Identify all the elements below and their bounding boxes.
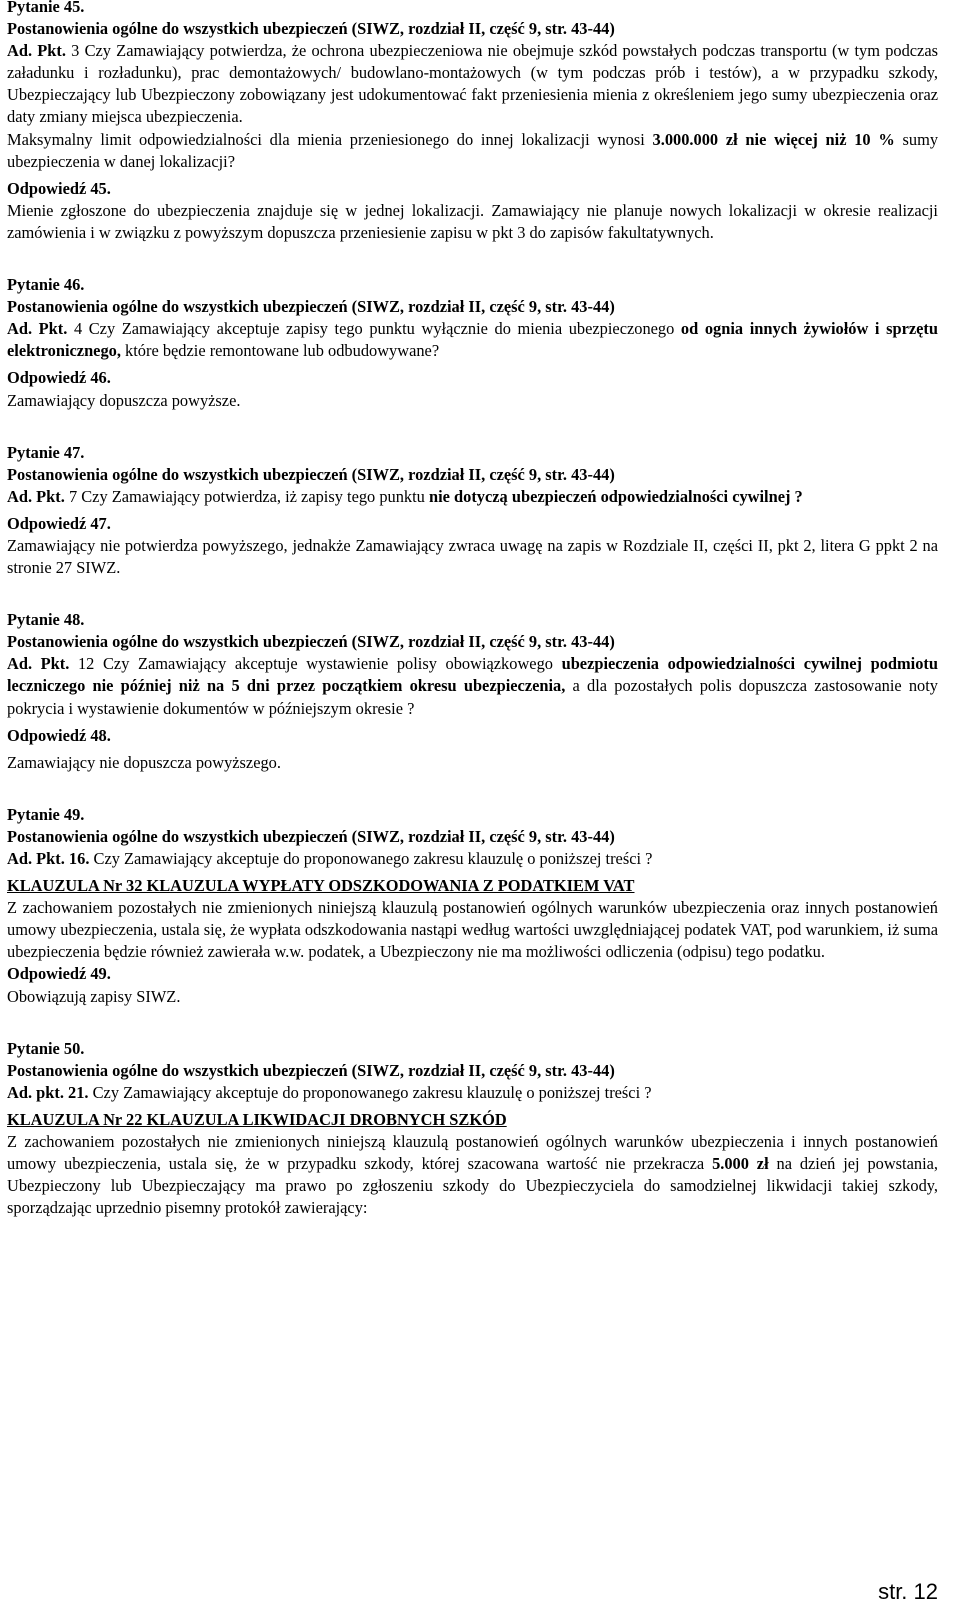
text-segment: sumy ubezpieczenia w danej lokalizacji?	[7, 129, 939, 171]
question-title: Pytanie 46.	[7, 275, 85, 295]
question-text	[7, 318, 938, 362]
ad-label: Ad. Pkt. 16.	[7, 849, 90, 868]
text-segment: a dla pozostałych polis dopuszcza zastosowanie noty pokrycia i wystawienie dokumentów w późniejszym okresie ?	[7, 676, 938, 718]
text-segment: 12 Czy Zamawiający akceptuje wystawienie polisy obowiązkowego	[77, 654, 562, 674]
text-segment: Z zachowaniem pozostałych nie zmienionych niniejszą klauzulą postanowień ogólnych warunków ubezpieczenia i innych postanowień umowy ubezpieczenia, ustala się, że w przypadku szkody, której szacowana wartość nie przekracza	[7, 1132, 938, 1174]
text-segment: które będzie remontowane lub odbudowywane?	[120, 341, 440, 361]
ad-label: Ad. Pkt.	[7, 654, 70, 674]
question-reference: Postanowienia ogólne do wszystkich ubezpieczeń (SIWZ, rozdział II, część 9, str. 43-44)	[7, 297, 615, 317]
question-reference: Postanowienia ogólne do wszystkich ubezpieczeń (SIWZ, rozdział II, część 9, str. 43-44)	[7, 1060, 615, 1080]
clause-title: KLAUZULA Nr 32 KLAUZULA WYPŁATY ODSZKODOWANIA Z PODATKIEM VAT	[7, 876, 635, 896]
ad-label: Ad. pkt. 21.	[7, 1082, 89, 1102]
question-body: Czy Zamawiający akceptuje do proponowanego zakresu klauzulę o poniższej treści ?	[88, 1082, 652, 1102]
clause-title: KLAUZULA Nr 22 KLAUZULA LIKWIDACJI DROBNYCH SZKÓD	[7, 1109, 507, 1129]
ad-label: Ad. Pkt.	[7, 41, 66, 61]
question-title: Pytanie 47.	[7, 442, 85, 462]
text-segment-bold: nie dotyczą ubezpieczeń odpowiedzialności cywilnej ?	[428, 486, 803, 506]
question-body: 3 Czy Zamawiający potwierdza, że ochrona ubezpieczeniowa nie obejmuje szkód powstałych podczas transportu (w tym podczas załadunku i rozładunku), prac demontażowych/ budowlano-montażowych (w tym podczas prób i testów), a w przypadku szkody, Ubezpieczający lub Ubezpieczony zobowiązany jest udokumentować fakt przeniesienia mienia z określeniem jego sumy ubezpieczenia oraz daty zmiany miejsca ubezpieczenia.	[7, 41, 938, 127]
answer-text: Mienie zgłoszone do ubezpieczenia znajduje się w jednej lokalizacji. Zamawiający nie planuje nowych lokalizacji w okresie realizacji zamówienia i w związku z powyższym dopuszcza przeniesienie zapisu w pkt 3 do zapisów fakultatywnych.	[7, 200, 938, 242]
question-46	[7, 274, 938, 412]
question-text	[7, 1082, 938, 1104]
question-title: Pytanie 45.	[7, 0, 85, 16]
question-reference: Postanowienia ogólne do wszystkich ubezpieczeń (SIWZ, rozdział II, część 9, str. 43-44)	[7, 826, 615, 846]
answer-title: Odpowiedź 45.	[7, 178, 111, 198]
text-segment-bold: od ognia innych żywiołów i sprzętu elektronicznego,	[7, 319, 938, 361]
question-47	[7, 442, 938, 580]
question-text-2	[7, 129, 938, 173]
question-body: Czy Zamawiający akceptuje do proponowanego zakresu klauzulę o poniższej treści ?	[89, 849, 653, 868]
answer-text: Obowiązują zapisy SIWZ.	[7, 986, 181, 1006]
clause-text	[7, 1131, 938, 1219]
question-text	[7, 848, 938, 870]
ad-label: Ad. Pkt.	[7, 486, 65, 506]
page-number: str. 12	[878, 1578, 938, 1604]
question-title: Pytanie 50.	[7, 1038, 85, 1058]
text-segment-bold: ubezpieczenia odpowiedzialności cywilnej podmiotu leczniczego nie później niż na 5 dni przez początkiem okresu ubezpieczenia,	[7, 654, 939, 696]
question-title: Pytanie 49.	[7, 804, 85, 824]
question-49	[7, 804, 938, 1008]
text-segment-bold: 3.000.000 zł nie więcej niż 10 %	[652, 129, 895, 149]
text-segment: 7 Czy Zamawiający potwierdza, iż zapisy tego punktu	[68, 486, 429, 506]
question-48	[7, 609, 938, 774]
answer-text: Zamawiający dopuszcza powyższe.	[7, 390, 241, 410]
text-segment-bold: 5.000 zł	[712, 1154, 769, 1174]
question-reference: Postanowienia ogólne do wszystkich ubezpieczeń (SIWZ, rozdział II, część 9, str. 43-44)	[7, 464, 615, 484]
question-text	[7, 653, 938, 719]
answer-title: Odpowiedź 47.	[7, 513, 111, 533]
answer-title: Odpowiedź 46.	[7, 368, 111, 388]
answer-text: Zamawiający nie potwierdza powyższego, jednakże Zamawiający zwraca uwagę na zapis w Rozdziale II, części II, pkt 2, litera G ppkt 2 na stronie 27 SIWZ.	[7, 535, 938, 578]
text-segment: na dzień jej powstania, Ubezpieczony lub Ubezpieczający ma prawo po zgłoszeniu szkody do Ubezpieczyciela do samodzielnej likwidacji takiej szkody, sporządzając uprzednio pisemny protokół zawierający:	[7, 1154, 939, 1218]
question-text	[7, 486, 938, 508]
answer-title: Odpowiedź 48.	[7, 725, 111, 745]
question-text	[7, 40, 938, 128]
answer-title: Odpowiedź 49.	[7, 964, 111, 984]
answer-text: Zamawiający nie dopuszcza powyższego.	[7, 752, 281, 772]
question-45	[7, 0, 938, 244]
question-50	[7, 1038, 938, 1220]
ad-label: Ad. Pkt.	[7, 319, 68, 339]
text-segment: Maksymalny limit odpowiedzialności dla mienia przeniesionego do innej lokalizacji wynosi	[7, 129, 653, 149]
question-reference: Postanowienia ogólne do wszystkich ubezpieczeń (SIWZ, rozdział II, część 9, str. 43-44)	[7, 19, 615, 39]
question-reference: Postanowienia ogólne do wszystkich ubezpieczeń (SIWZ, rozdział II, część 9, str. 43-44)	[7, 632, 615, 652]
clause-text: Z zachowaniem pozostałych nie zmienionych niniejszą klauzulą postanowień ogólnych warunków ubezpieczenia oraz innych postanowień umowy ubezpieczenia, ustala się, że wypłata odszkodowania nastąpi według wartości uwzględniającej podatek VAT, pod warunkiem, iż suma ubezpieczenia będzie również zawierała w.w. podatek, a Ubezpieczony nie ma możliwości odliczenia (odpisu) tego podatku.	[7, 898, 938, 962]
document-page	[7, 0, 938, 1219]
question-title: Pytanie 48.	[7, 610, 85, 630]
text-segment: 4 Czy Zamawiający akceptuje zapisy tego punktu wyłącznie do mienia ubezpieczonego	[73, 319, 681, 339]
